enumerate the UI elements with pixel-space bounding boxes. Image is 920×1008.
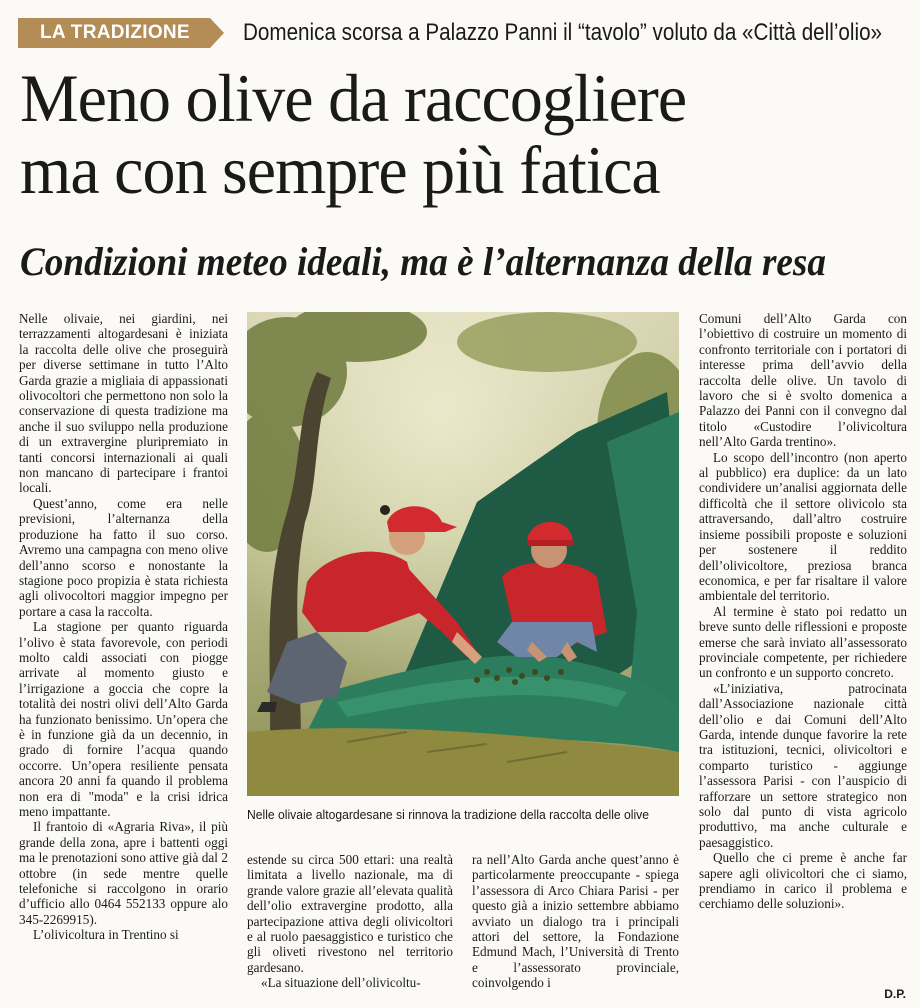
olive-harvest-photo — [247, 312, 679, 796]
paragraph: «La situazione dell’olivicoltu- — [261, 975, 421, 991]
paragraph: Comuni dell’Alto Garda con l’obiettivo di costruire un momento di confronto territoriale con i portatori di interesse prima dell’avvio della raccolta delle olive. Un tavolo di lavoro che si è svolto domenica a Palazzo dei Panni con il convegno dal titolo «Custodire l’olivicoltura nell’Alto Garda trentino». — [699, 311, 907, 450]
paragraph: Lo scopo dell’incontro (non aperto al pubblico) era duplice: da un lato condividere un’analisi aggiornata delle difficoltà che il settore olivicolo sta attraversando, dall’altro costruire insieme possibili proposte e soluzioni per sostenere il reddito dell’olivicoltore, preziosa branca economica, e per far risaltare il valore ambientale del territorio. — [699, 449, 907, 604]
paragraph: La stagione per quanto riguarda l’olivo è stata favorevole, con periodi molto caldi associati con piogge arrivate al momento giusto e l’irrigazione a goccia che copre la totalità dei nostri olivi dell’Alto Garda ha funzionato benissimo. Un’opera che è in funzione già da un decennio, in grado di fornire l’acqua quando occorre. Un’opera resiliente pensata ancora 20 anni fa quando il problema non era di "moda" e la crisi idrica meno impattante. — [19, 619, 228, 819]
paragraph: Il frantoio di «Agraria Riva», il più grande della zona, apre i battenti oggi ma le prenotazioni sono attive già dal 2 ottobre (in sede mentre quelle telefoniche si raccolgono in orario d’ufficio allo 0464 552133 oppure alo 345-2269915). — [19, 819, 228, 927]
paragraph: «L’iniziativa, patrocinata dall’Associazione nazionale città dell’olio e dai Comuni dell’Alto Garda, intende dunque favorire la rete tra istituzioni, tecnici, olivicoltori e comparto turistico - aggiunge l’assessora Parisi - con l’auspicio di rafforzare un settore strategico non solo dal punto di vista agricolo produttivo, ma anche culturale e paesaggistico. — [699, 680, 907, 850]
article-column-1 — [19, 311, 228, 1003]
headline-line-2: ma con sempre più fatica — [20, 132, 660, 208]
headline-line-1: Meno olive da raccogliere — [20, 60, 687, 136]
paragraph: estende su circa 500 ettari: una realtà limitata a livello nazionale, ma di grande valore grazie all’elevata qualità dell’olio extravergine prodotto, alla partecipazione attiva degli olivicoltori e al ruolo paesaggistico e turistico che gli oliveti rivestono nel territorio gardesano. — [247, 852, 453, 975]
subheadline: Condizioni meteo ideali, ma è l’alternanza della resa — [20, 239, 827, 284]
article-column-4 — [699, 311, 907, 1003]
paragraph: L’olivicoltura in Trentino si — [33, 927, 179, 943]
paragraph: Quello che ci preme è anche far sapere agli olivicoltori che ci siamo, prendiamo in carico il problema e cerchiamo delle soluzioni». — [699, 850, 907, 912]
paragraph: ra nell’Alto Garda anche quest’anno è particolarmente preoccupante - spiega l’assessora di Arco Chiara Parisi - per questo già a inizio settembre abbiamo avviato un dialogo tra i principali attori del settore, la Fondazione Edmund Mach, l’Università di Trento e l’assessorato provinciale, coinvolgendo i — [472, 852, 679, 991]
article-column-3 — [472, 852, 679, 1003]
paragraph: Nelle olivaie, nei giardini, nei terrazzamenti altogardesani è iniziata la raccolta delle olive che proseguirà per diverse settimane in tutto l’Alto Garda grazie a migliaia di appassionati olivocoltori che permettono non solo la conservazione di questa tradizione ma anche il suo sviluppo nella produzione di un extravergine pluripremiato in tanti concorsi internazionali ai quali non mancano di partecipare i frantoi locali. — [19, 311, 228, 496]
kicker-text: Domenica scorsa a Palazzo Panni il “tavolo” voluto da «Città dell’olio» — [243, 19, 883, 46]
headline — [20, 62, 883, 206]
paragraph: Al termine è stato poi redatto un breve sunto delle riflessioni e proposte emerse che sarà inviato all’assessorato provinciale competente, per richiedere un confronto e un supporto concreto. — [699, 603, 907, 681]
photo-caption: Nelle olivaie altogardesane si rinnova la tradizione della raccolta delle olive — [247, 807, 649, 822]
section-tag: LA TRADIZIONE — [18, 18, 210, 48]
olive-harvest-illustration — [247, 312, 679, 796]
paragraph: Quest’anno, come era nelle previsioni, l’alternanza della produzione ha fatto il suo corso. Avremo una campagna con meno olive dell’anno scorso e nonostante la stagione poco propizia è stata richiesta agli olivocoltori maggior impegno per portare a casa la raccolta. — [19, 495, 228, 619]
author-signature: D.P. — [880, 987, 906, 1001]
section-kicker — [18, 18, 883, 48]
article-column-2 — [247, 852, 453, 1003]
